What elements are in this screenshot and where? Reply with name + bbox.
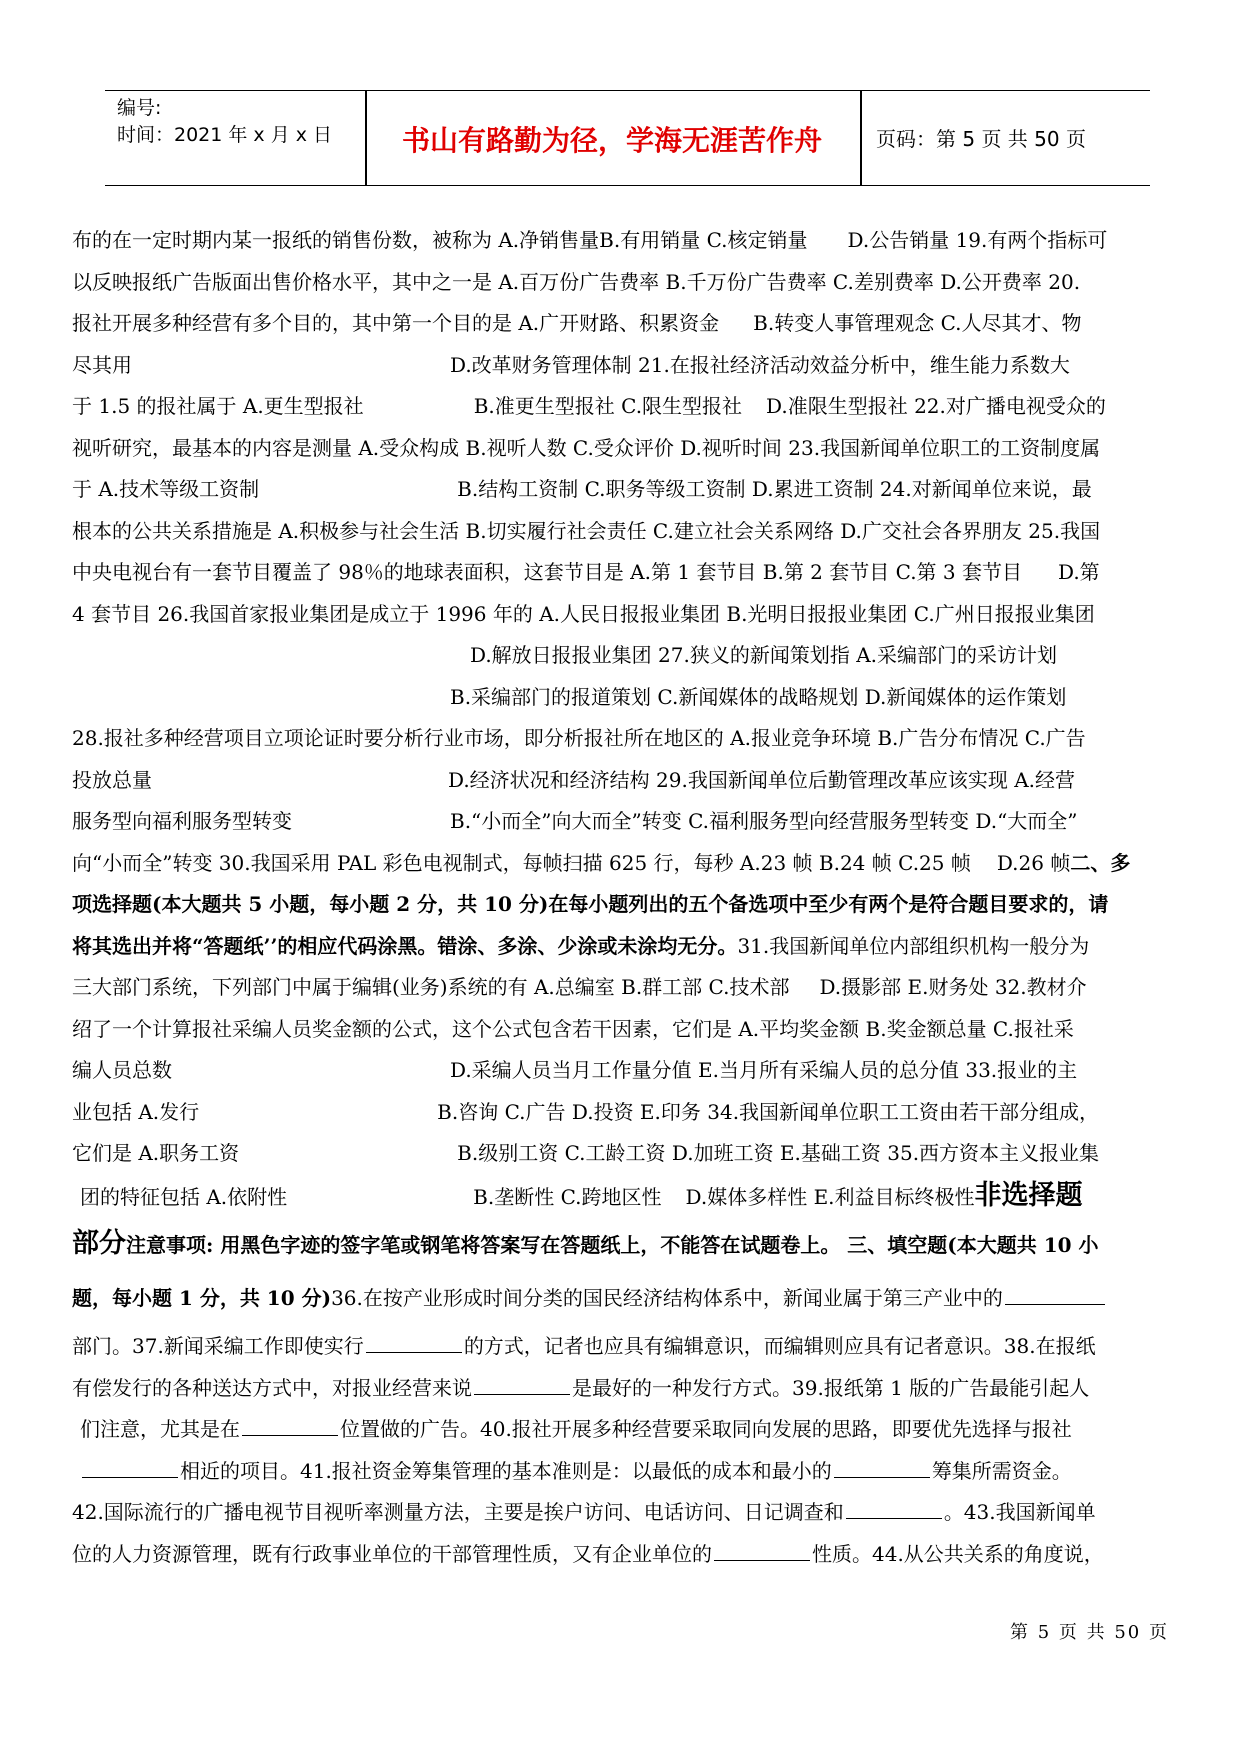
answer-blank — [242, 1415, 338, 1436]
serial-label: 编号: — [117, 97, 162, 119]
text-line: 题，每小题 1 分，共 10 分)36.在按产业形成时间分类的国民经济结构体系中，新闻业属于第三产业中的 — [72, 1271, 1172, 1326]
text-line: 部门。37.新闻采编工作即使实行 的方式，记者也应具有编辑意识，而编辑则应具有记者意识。38.在报纸 — [72, 1334, 1096, 1358]
text-line: 28.报社多种经营项目立项论证时要分析行业市场，即分析报社所在地区的 A.报业竞争环境 B.广告分布情况 C.广告 — [72, 726, 1086, 750]
text-line: 相近的项目。41.报社资金筹集管理的基本准则是：以最低的成本和最小的 筹集所需资金。 — [72, 1451, 1172, 1493]
answer-blank — [1005, 1284, 1105, 1305]
text-line: 业包括 A.发行 B.咨询 C.广告 D.投资 E.印务 34.我国新闻单位职工工资由若干部分组成， — [72, 1099, 1100, 1124]
header-table — [105, 90, 1150, 186]
text-line: 绍了一个计算报社采编人员奖金额的公式，这个公式包含若干因素，它们是 A.平均奖金额 B.奖金额总量 C.报社采 — [72, 1016, 1074, 1041]
text-line: 三大部门系统，下列部门中属于编辑(业务)系统的有 A.总编室 B.群工部 C.技术部 D.摄影部 E.财务处 32.教材介 — [72, 975, 1087, 999]
text-line: 位的人力资源管理，既有行政事业单位的干部管理性质，又有企业单位的 性质。44.从公共关系的角度说， — [72, 1541, 1104, 1566]
answer-blank — [82, 1457, 178, 1478]
text-line: 4 套节目 26.我国首家报业集团是成立于 1996 年的 A.人民日报报业集团 B.光明日报报业集团 C.广州日报报业集团 — [72, 601, 1095, 626]
answer-blank — [366, 1332, 462, 1353]
text-line: 于 1.5 的报社属于 A.更生型报社 B.准更生型报社 C.限生型报社 D.准限生型报社 22.对广播电视受众的 — [72, 394, 1106, 418]
answer-blank — [834, 1457, 930, 1478]
text-line: 视听研究，最基本的内容是测量 A.受众构成 B.视听人数 C.受众评价 D.视听时间 23.我国新闻单位职工的工资制度属 — [72, 435, 1101, 460]
text-line: 编人员总数 D.采编人员当月工作量分值 E.当月所有采编人员的总分值 33.报业的主 — [72, 1058, 1078, 1082]
text-line: 将其选出并将“答题纸’’的相应代码涂黑。错涂、多涂、少涂或未涂均无分。31.我国新闻单位内部组织机构一般分为 — [72, 933, 1090, 958]
text-line: 向“小而全”转变 30.我国采用 PAL 彩色电视制式，每帧扫描 625 行，每秒 A.23 帧 B.24 帧 C.25 帧 D.26 帧二、多 — [72, 850, 1131, 875]
text-line: 以反映报纸广告版面出售价格水平，其中之一是 A.百万份广告费率 B.千万份广告费率 C.差别费率 D.公开费率 20. — [72, 269, 1081, 294]
text-line: 服务型向福利服务型转变 B.“小而全”向大而全”转变 C.福利服务型向经营服务型转变 D.“大而全” — [72, 809, 1078, 833]
text-line: D.解放日报报业集团 27.狭义的新闻策划指 A.采编部门的采访计划 — [470, 643, 1058, 667]
text-line: 们注意，尤其是在 位置做的广告。40.报社开展多种经营要采取同向发展的思路，即要优先选择与报社 — [80, 1417, 1072, 1441]
text-line: 根本的公共关系措施是 A.积极参与社会生活 B.切实履行社会责任 C.建立社会关系网络 D.广交社会各界朋友 25.我国 — [72, 518, 1101, 543]
text-line: 部分注意事项: 用黑色字迹的签字笔或钢笔将答案写在答题纸上，不能答在试题卷上。 三、填空题(本大题共 10 小 — [72, 1228, 1099, 1259]
header-page-info: 页码：第 5 页 共 50 页 — [876, 127, 1086, 151]
text-line: 项选择题(本大题共 5 小题，每小题 2 分，共 10 分)在每小题列出的五个备选项中至少有两个是符合题目要求的，请 — [72, 892, 1109, 916]
document-body — [72, 220, 1172, 1575]
text-line: 有偿发行的各种送达方式中，对报业经营来说 是最好的一种发行方式。39.报纸第 1 版的广告最能引起人 — [72, 1375, 1090, 1400]
date-label: 时间：2021 年 x 月 x 日 — [117, 124, 333, 146]
text-line: 报社开展多种经营有多个目的，其中第一个目的是 A.广开财路、积累资金 B.转变人事管理观念 C.人尽其才、物 — [72, 311, 1082, 335]
answer-blank — [714, 1540, 810, 1561]
answer-blank — [846, 1498, 942, 1519]
text-line: 尽其用 D.改革财务管理体制 21.在报社经济活动效益分析中，维生能力系数大 — [72, 352, 1070, 377]
text-line: 于 A.技术等级工资制 B.结构工资制 C.职务等级工资制 D.累进工资制 24.对新闻单位来说，最 — [72, 477, 1092, 501]
page-footer: 第 5 页 共 50 页 — [1010, 1622, 1169, 1643]
header-motto: 书山有路勤为径，学海无涯苦作舟 — [401, 124, 822, 157]
text-line: 布的在一定时期内某一报纸的销售份数，被称为 A.净销售量B.有用销量 C.核定销量 D.公告销量 19.有两个指标可 — [72, 228, 1108, 252]
text-line: 42.国际流行的广播电视节目视听率测量方法，主要是挨户访问、电话访问、日记调查和 。43.我国新闻单 — [72, 1500, 1096, 1524]
text-line: B.采编部门的报道策划 C.新闻媒体的战略规划 D.新闻媒体的运作策划 — [450, 684, 1067, 709]
text-line: 中央电视台有一套节目覆盖了 98％的地球表面积，这套节目是 A.第 1 套节目 B.第 2 套节目 C.第 3 套节目 D.第 — [72, 560, 1100, 584]
text-line: 它们是 A.职务工资 B.级别工资 C.工龄工资 D.加班工资 E.基础工资 35.西方资本主义报业集 — [72, 1141, 1100, 1165]
text-line: 团的特征包括 A.依附性 B.垄断性 C.跨地区性 D.媒体多样性 E.利益目标终极性非选择题 — [80, 1179, 1083, 1211]
answer-blank — [474, 1374, 570, 1395]
text-line: 投放总量 D.经济状况和经济结构 29.我国新闻单位后勤管理改革应该实现 A.经营 — [72, 767, 1076, 792]
header-left-cell — [117, 95, 332, 149]
